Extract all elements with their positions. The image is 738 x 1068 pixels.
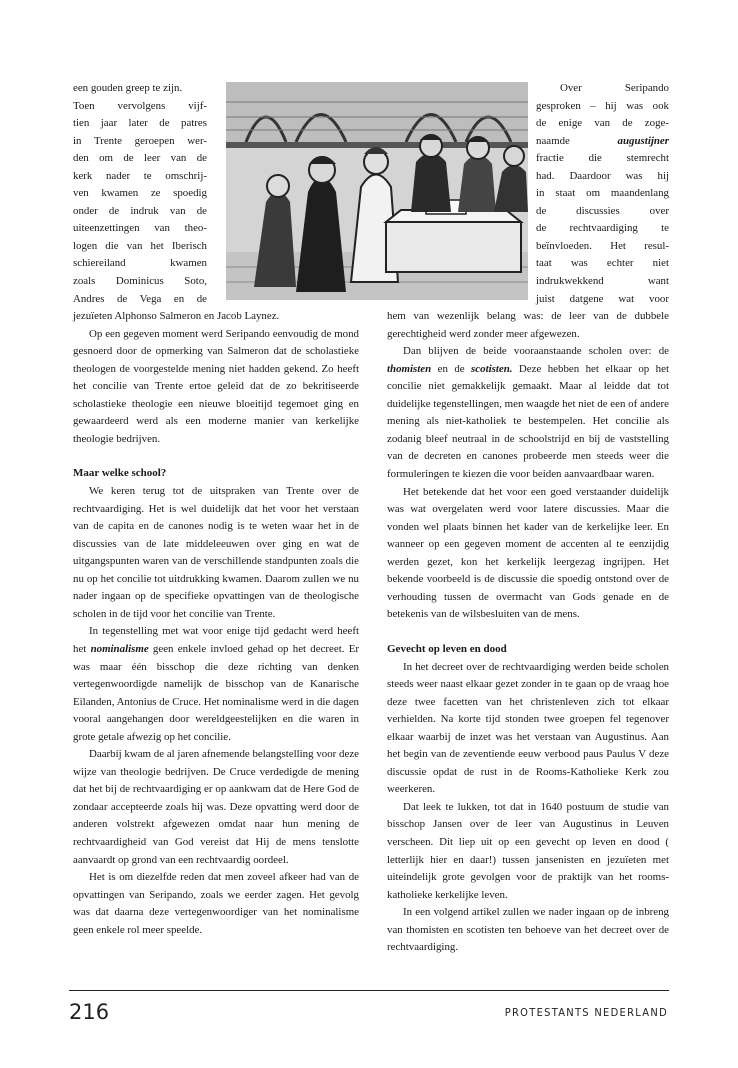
right-intro-augustijner: augustijner [617,134,669,147]
left-intro-line: uiteenzettingen van theo- [73,222,207,235]
right-intro-rest: hem van wezenlijk belang was: de leer van de dubbele gerechtigheid werd zonder meer afgewezen. [387,310,669,340]
left-intro-wrap [73,80,207,308]
right-p2-text-mid: en de [431,362,472,375]
left-intro-line: ven kwamen ze spoedig [73,187,207,200]
right-intro-line: de discussies over [536,204,669,217]
left-p4-emphasis: nominalisme [90,642,149,655]
footer-rule [69,990,669,991]
left-paragraph-5: Daarbij kwam de al jaren afnemende belangstelling voor deze wijze van theologie bedrijven. De Cruce verdedigde de mening dat het bij de rechtvaardiging er op aankwam dat de Here God de zondaar accepteerde zoals hij was. Deze opvatting werd door de anderen volstrekt afgewezen omdat naar hun mening de rechtvaardigheid van God vereist dat Hij de mens tenslotte aanvaardt op grond van een rechtvaardig oordeel. [73,748,359,866]
left-intro-line: in Trente geroepen wer- [73,134,207,147]
journal-title: PROTESTANTS NEDERLAND [504,1006,668,1019]
left-intro-line: logen die van het Iberisch [73,239,207,252]
right-paragraph-4: In het decreet over de rechtvaardiging werden beide scholen steeds weer naast elkaar gezet zonder in te gaan op de vraag hoe deze twee facetten van het christenleven zich tot elkaar verhielden. Na korte tijd stonden twee groepen fel tegenover elkaar waarbij de inzet was het verstaan van Augustinus. Aan het begin van de zeventiende eeuw verbood paus Paulus V deze discussie opdat de rust in de Rooms-Katholieke Kerk zou weerkeren. [387,660,669,796]
left-paragraph-6: Het is om diezelfde reden dat men zoveel afkeer had van de opvattingen van Seripando, zoals we eerder zagen. Het gevolg was dat daarna deze vertegenwoordiger van het nominalisme geen enkele rol meer speelde. [73,871,359,936]
right-intro-line: fractie die stemrecht [536,152,669,165]
left-intro-line: kerk nader te omschrij- [73,169,207,182]
right-paragraph-2 [387,343,669,483]
right-intro-naamde: naamde [536,134,570,147]
right-intro-line: indrukwekkend want [536,275,669,288]
left-intro-line: schiereiland kwamen [73,257,207,270]
left-paragraph-4 [73,623,359,746]
left-intro-line: zoals Dominicus Soto, [73,275,207,288]
right-p2-thomisten: thomisten [387,362,432,375]
right-intro-line: in staat om maandenlang [536,187,669,200]
right-intro-line [536,133,669,151]
right-p2-scotisten: scotisten. [471,362,513,375]
right-intro-line: had. Daardoor was hij [536,169,669,182]
right-intro-line: Over Seripando [560,82,669,94]
page-number: 216 [69,1000,110,1024]
left-heading: Maar welke school? [73,467,167,480]
right-intro-line: juist datgene wat voor [536,292,669,305]
right-paragraph-6: In een volgend artikel zullen we nader ingaan op de inbreng van thomisten en scotisten ten behoeve van het decreet over de rechtvaardiging. [387,906,669,954]
left-intro-rest: jezuïeten Alphonso Salmeron en Jacob Laynez. [73,310,280,323]
left-intro-line: een gouden greep te zijn. [73,82,183,94]
left-intro-line: onder de indruk van de [73,204,207,217]
left-paragraph-2: Op een gegeven moment werd Seripando eenvoudig de mond gesnoerd door de opmerking van Salmeron dat de scholastieke theologen de voorgestelde mening niet hadden gekend. Zo heeft het concilie van Trente ertoe geleid dat de zo bekritiseerde scholastieke theologie een nieuwe bloeitijd tegemoet ging en gewaardeerd werd als een moderne manier van kerkelijke theologie bedrijven. [73,327,359,445]
right-intro-line: de rechtvaardiging te [536,222,669,235]
right-paragraph-5: Dat leek te lukken, tot dat in 1640 postuum de studie van bisschop Jansen over de leer van Augustinus in Leuven verscheen. Dit liep uit op een gevecht op leven en dood ( letterlijk hier en daar!) tussen jansenisten en jezuïeten met uiteindelijk grote gevolgen voor de praktijk van het rooms-katholieke kerkelijke leven. [387,800,669,901]
left-column [73,80,359,939]
left-paragraph-3: We keren terug tot de uitspraken van Trente over de rechtvaardiging. Het is wel duidelijk dat het voor het verstaan van de capita en de canones nodig is te weten waar het in de discussies van de late middeleeuwen over ging en wat de uitgangspunten waren van de verschillende standpunten zoals die nu op het concilie tot uitdrukking kwamen. Daarom zullen we nu nader ingaan op de specifieke opvattingen van de theologische scholen in de tijd voor het concilie van Trente. [73,485,359,620]
right-p2-text-b: Deze hebben het elkaar op het concilie niet gemakkelijk gemaakt. Maar al leidde dat tot duidelijke tegenstellingen, men waagde het niet de een of andere mening als niet-katholiek te bestempelen. Het concilie als zodanig bleef neutraal in de schoolstrijd en bij de vaststelling van de decreten en canones probeerde men steeds weer die formuleringen te kiezen die voor beiden aanvaardbaar waren. [387,362,669,481]
right-intro-line: gesproken – hij was ook [536,99,669,112]
left-p4-text-a: In tegenstelling met wat voor enige tijd gedacht werd heeft het [73,625,359,655]
right-intro-wrap [536,80,669,308]
right-column [387,80,669,957]
left-p4-text-b: geen enkele invloed gehad op het decreet. Er was maar één bisschop die deze richting van denken vertegenwoordigde namelijk de bisschop van de Kanarische Eilanden, Antonius de Cruce. Het nominalisme werd in die dagen vooral aangehangen door wereldgeestelijken en die waren in grote getale afwezig op het concilie. [73,642,359,743]
right-heading: Gevecht op leven en dood [387,642,507,655]
left-intro-line: tien jaar later de patres [73,117,207,130]
right-paragraph-3: Het betekende dat het voor een goed verstaander duidelijk was wat overgelaten werd voor latere discussies. Maar die vonden wel plaats binnen het kader van de kerkelijke leer. En wanneer op een gegeven moment de accenten al te eenzijdig werden gezet, kon het kerkelijk leergezag ingrijpen. Het bekende voorbeeld is de discussie die spoedig ontstond over de verhouding tussen de overmacht van Gods genade en de betekenis van de wilsbesluiten van de mens. [387,485,669,621]
right-intro-line: taat was echter niet [536,257,669,270]
left-intro-line: den om de leer van de [73,152,207,165]
left-intro-line: Andres de Vega en de [73,292,207,305]
left-intro-line: Toen vervolgens vijf- [73,99,207,112]
right-intro-line: beïnvloeden. Het resul- [536,239,669,252]
right-p2-text-a: Dan blijven de beide vooraanstaande scholen over: de [403,345,669,358]
right-intro-line: de enige van de zoge- [536,117,669,130]
